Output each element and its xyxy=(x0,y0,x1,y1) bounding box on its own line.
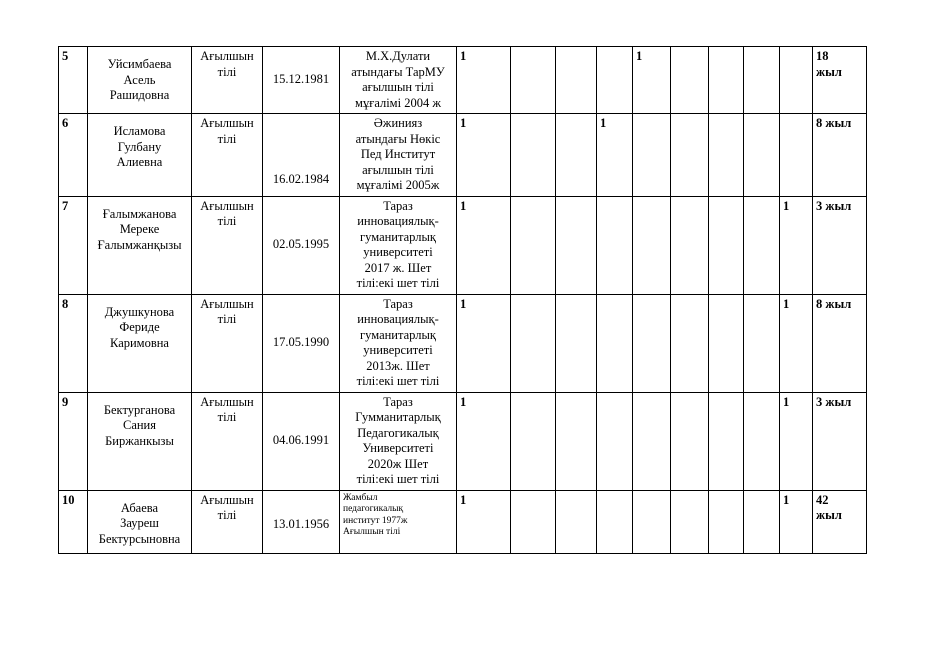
table-row xyxy=(59,196,867,294)
staff-table xyxy=(58,46,867,554)
experience-line: 8 жыл xyxy=(816,296,852,311)
category-cell xyxy=(744,490,780,553)
teacher-name-line: Гулбану xyxy=(117,139,162,154)
subject xyxy=(192,114,263,197)
education-line: ағылшын тілі xyxy=(362,80,434,94)
teacher-name-line: Асель xyxy=(123,72,156,87)
education-line: мұғалімі 2004 ж xyxy=(355,95,441,110)
category-cell xyxy=(556,490,597,553)
category-cell xyxy=(744,392,780,490)
education-line: гуманитарлық xyxy=(360,327,436,342)
category-cell: 1 xyxy=(780,294,813,392)
category-cell xyxy=(633,196,671,294)
category-cell xyxy=(556,47,597,114)
education-line: тілі:екі шет тілі xyxy=(356,374,440,388)
category-cell xyxy=(709,196,744,294)
category-cell xyxy=(556,294,597,392)
teacher-name-line: Бектурсыновна xyxy=(98,531,181,546)
subject-line: Ағылшын xyxy=(200,49,254,63)
category-cell xyxy=(511,47,556,114)
experience xyxy=(813,114,867,197)
education-line: тілі:екі шет тілі xyxy=(356,276,440,290)
row-number: 9 xyxy=(59,392,88,490)
category-cell xyxy=(709,114,744,197)
education xyxy=(340,114,457,197)
category-cell: 1 xyxy=(780,392,813,490)
category-cell xyxy=(597,196,633,294)
category-cell xyxy=(597,294,633,392)
category-cell xyxy=(780,114,813,197)
education-line: Гумманитарлық xyxy=(355,410,441,424)
teacher-name xyxy=(88,47,192,114)
education xyxy=(340,196,457,294)
subject-line: Ағылшын xyxy=(200,116,254,130)
education-line: 2020ж Шет xyxy=(367,456,429,471)
category-cell xyxy=(597,47,633,114)
category-cell: 1 xyxy=(780,490,813,553)
subject xyxy=(192,196,263,294)
teacher-name-line: Каримовна xyxy=(110,335,169,350)
category-cell: 1 xyxy=(633,47,671,114)
education-line: педагогикалық xyxy=(343,504,404,514)
experience xyxy=(813,490,867,553)
education-line: инновациялық- xyxy=(357,312,439,326)
subject-line: тілі xyxy=(217,214,237,228)
category-cell xyxy=(671,196,709,294)
experience-line: 8 жыл xyxy=(816,116,852,130)
education-line: Тараз xyxy=(383,296,413,311)
experience-line: жыл xyxy=(816,64,842,79)
category-cell xyxy=(744,196,780,294)
category-cell: 1 xyxy=(597,114,633,197)
category-cell: 1 xyxy=(457,47,511,114)
category-cell xyxy=(744,114,780,197)
table-row xyxy=(59,490,867,553)
education-line: Жамбыл xyxy=(343,492,378,503)
category-cell xyxy=(633,490,671,553)
teacher-name-line: Рашидовна xyxy=(109,88,170,102)
education-line: институт 1977ж xyxy=(343,515,408,526)
category-cell xyxy=(556,196,597,294)
teacher-name-line: Мереке xyxy=(119,222,160,236)
table-row xyxy=(59,294,867,392)
teacher-name xyxy=(88,114,192,197)
birth-date xyxy=(263,196,340,294)
birth-date xyxy=(263,490,340,553)
teacher-name-line: Ғалымжанова xyxy=(102,206,177,221)
row-number: 7 xyxy=(59,196,88,294)
education-line: гуманитарлық xyxy=(360,229,436,244)
birth-date-text: 17.05.1990 xyxy=(272,334,330,349)
education-line: Әжинияз xyxy=(373,116,423,130)
category-cell xyxy=(511,196,556,294)
birth-date xyxy=(263,114,340,197)
category-cell xyxy=(780,47,813,114)
teacher-name-line: Джушкунова xyxy=(104,304,175,319)
category-cell xyxy=(597,392,633,490)
row-number: 10 xyxy=(59,490,88,553)
experience xyxy=(813,294,867,392)
experience-line: жыл xyxy=(816,508,842,522)
education xyxy=(340,294,457,392)
category-cell xyxy=(709,392,744,490)
teacher-name xyxy=(88,196,192,294)
education xyxy=(340,490,457,553)
row-number: 6 xyxy=(59,114,88,197)
education-line: университеті xyxy=(363,343,433,357)
education-line: Университеті xyxy=(362,441,434,455)
education-line: 2013ж. Шет xyxy=(366,358,430,373)
subject-line: тілі xyxy=(217,410,237,424)
teacher-name-line: Бектурганова xyxy=(103,402,176,417)
education-line: 2017 ж. Шет xyxy=(364,260,432,275)
subject xyxy=(192,392,263,490)
category-cell xyxy=(671,47,709,114)
education-line: ағылшын тілі xyxy=(362,162,434,177)
category-cell xyxy=(671,114,709,197)
experience-line: 42 xyxy=(816,492,829,507)
row-number: 8 xyxy=(59,294,88,392)
education-line: атындағы ТарМУ xyxy=(351,64,445,79)
category-cell xyxy=(744,47,780,114)
category-cell xyxy=(709,294,744,392)
subject xyxy=(192,294,263,392)
category-cell: 1 xyxy=(457,196,511,294)
category-cell xyxy=(556,114,597,197)
education-line: Педагогикалық xyxy=(357,425,439,440)
education-line: университеті xyxy=(363,245,433,259)
education-line: инновациялық- xyxy=(357,214,439,228)
teacher-name-line: Исламова xyxy=(113,124,166,138)
education xyxy=(340,392,457,490)
category-cell: 1 xyxy=(457,114,511,197)
teacher-name-line: Фериде xyxy=(119,320,160,334)
table-row xyxy=(59,114,867,197)
teacher-name-line: Ғалымжанқызы xyxy=(97,237,182,252)
subject xyxy=(192,47,263,114)
subject-line: Ағылшын xyxy=(200,198,254,213)
teacher-name-line: Биржанкызы xyxy=(105,433,174,448)
education xyxy=(340,47,457,114)
education-line: Тараз xyxy=(383,198,413,213)
experience xyxy=(813,392,867,490)
category-cell: 1 xyxy=(457,392,511,490)
category-cell xyxy=(633,114,671,197)
education-line: М.Х.Дулати xyxy=(365,49,431,63)
subject-line: Ағылшын xyxy=(200,394,254,409)
category-cell: 1 xyxy=(457,294,511,392)
birth-date-text: 13.01.1956 xyxy=(272,516,330,531)
education-line: мұғалімі 2005ж xyxy=(356,178,440,192)
education-line: Ағылшын тілі xyxy=(343,527,401,537)
teacher-name xyxy=(88,392,192,490)
birth-date xyxy=(263,392,340,490)
table-row xyxy=(59,392,867,490)
teacher-name-line: Алиевна xyxy=(116,155,163,169)
birth-date-text: 15.12.1981 xyxy=(272,72,330,86)
teacher-name xyxy=(88,294,192,392)
subject-line: тілі xyxy=(217,64,237,79)
category-cell xyxy=(709,490,744,553)
subject-line: тілі xyxy=(217,508,237,522)
category-cell xyxy=(511,392,556,490)
birth-date xyxy=(263,294,340,392)
education-line: Пед Институт xyxy=(360,147,436,161)
category-cell xyxy=(511,114,556,197)
birth-date-text: 16.02.1984 xyxy=(272,172,330,186)
subject-line: тілі xyxy=(217,312,237,326)
education-line: атындағы Нөкіс xyxy=(355,131,441,146)
category-cell: 1 xyxy=(457,490,511,553)
category-cell xyxy=(744,294,780,392)
education-line: тілі:екі шет тілі xyxy=(356,472,440,486)
teacher-name-line: Абаева xyxy=(120,500,159,515)
category-cell: 1 xyxy=(780,196,813,294)
education-line: Тараз xyxy=(383,394,413,409)
teacher-name-line: Уйсимбаева xyxy=(107,57,172,71)
subject-line: Ағылшын xyxy=(200,492,254,507)
table-row xyxy=(59,47,867,114)
category-cell xyxy=(709,47,744,114)
teacher-name-line: Сания xyxy=(122,418,156,432)
birth-date xyxy=(263,47,340,114)
category-cell xyxy=(633,294,671,392)
birth-date-text: 02.05.1995 xyxy=(272,236,330,251)
experience xyxy=(813,196,867,294)
category-cell xyxy=(597,490,633,553)
category-cell xyxy=(671,392,709,490)
experience xyxy=(813,47,867,114)
subject-line: Ағылшын xyxy=(200,296,254,311)
subject xyxy=(192,490,263,553)
category-cell xyxy=(511,294,556,392)
subject-line: тілі xyxy=(217,131,237,146)
experience-line: 18 xyxy=(816,49,829,63)
row-number: 5 xyxy=(59,47,88,114)
category-cell xyxy=(671,294,709,392)
category-cell xyxy=(556,392,597,490)
category-cell xyxy=(671,490,709,553)
category-cell xyxy=(633,392,671,490)
experience-line: 3 жыл xyxy=(816,394,852,409)
experience-line: 3 жыл xyxy=(816,198,852,213)
teacher-name-line: Зауреш xyxy=(120,516,159,530)
birth-date-text: 04.06.1991 xyxy=(272,432,330,447)
category-cell xyxy=(511,490,556,553)
teacher-name xyxy=(88,490,192,553)
